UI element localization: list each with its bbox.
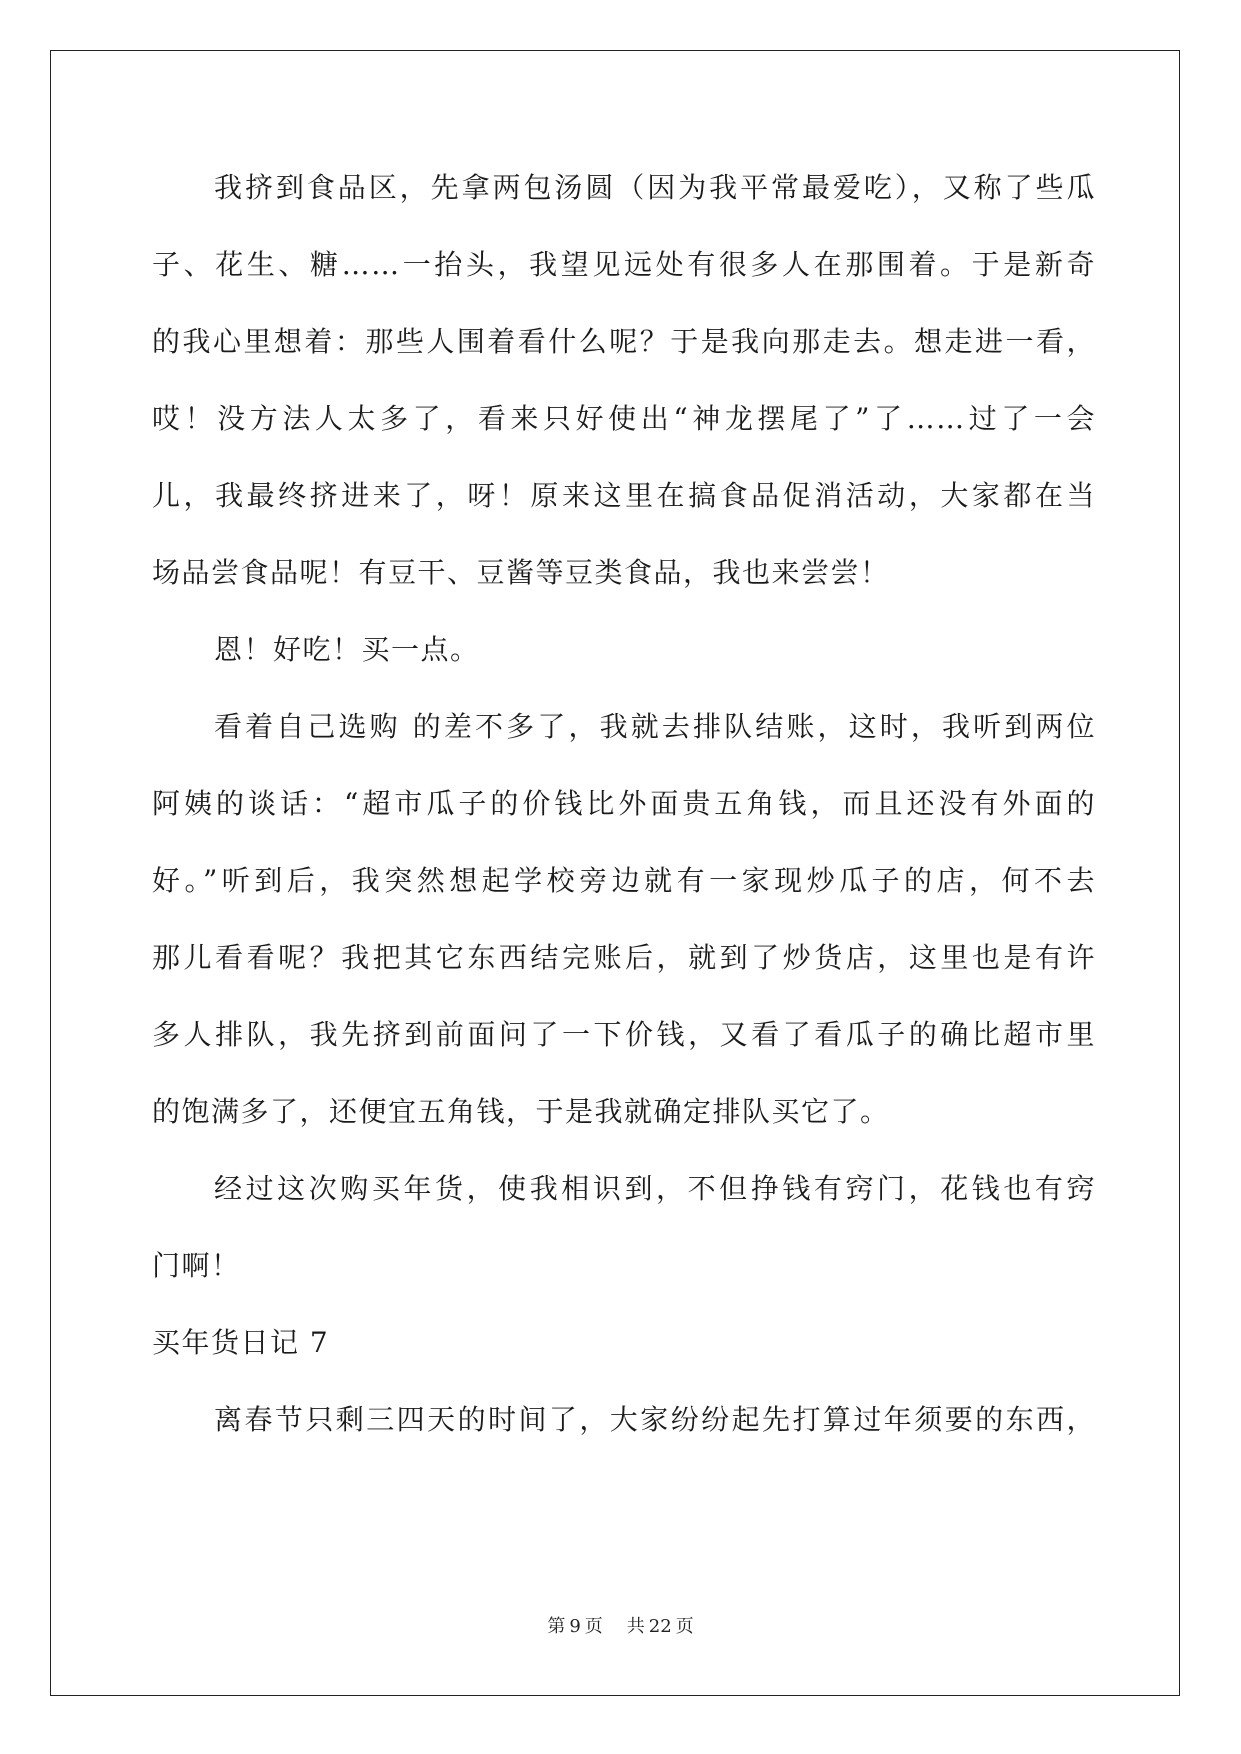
- text-line: 看着自己选购 的差不多了，我就去排队结账，这时，我听到两位: [214, 710, 1096, 743]
- text-line: 门啊！: [152, 1249, 241, 1282]
- page-label-prefix: 第: [547, 1616, 566, 1637]
- text-line: 离春节只剩三四天的时间了，大家纷纷起先打算过年须要的东西，: [214, 1403, 1096, 1436]
- section-heading: 买年货日记 7: [152, 1326, 330, 1359]
- page-label-suffix: 页: [584, 1616, 603, 1637]
- text-line: 的我心里想着：那些人围着看什么呢？于是我向那走去。想走进一看，: [152, 325, 1096, 358]
- text-line: 多人排队，我先挤到前面问了一下价钱，又看了看瓜子的确比超市里: [152, 1018, 1096, 1051]
- text-line: 那儿看看呢？我把其它东西结完账后，就到了炒货店，这里也是有许: [152, 941, 1096, 974]
- total-label-suffix: 页: [675, 1616, 694, 1637]
- text-line: 哎！没方法人太多了，看来只好使出“神龙摆尾了”了……过了一会: [152, 402, 1096, 435]
- page-number: 9: [569, 1616, 581, 1637]
- document-body: [152, 158, 1096, 1467]
- text-line: 的饱满多了，还便宜五角钱，于是我就确定排队买它了。: [152, 1095, 890, 1128]
- text-line: 恩！好吃！买一点。: [214, 633, 480, 666]
- total-pages: 22: [648, 1616, 672, 1637]
- page-footer: [0, 1612, 1241, 1638]
- text-line: 好。”听到后，我突然想起学校旁边就有一家现炒瓜子的店，何不去: [152, 864, 1096, 897]
- text-line: 经过这次购买年货，使我相识到，不但挣钱有窍门，花钱也有窍: [214, 1172, 1096, 1205]
- text-line: 子、花生、糖……一抬头，我望见远处有很多人在那围着。于是新奇: [152, 248, 1096, 281]
- text-line: 儿，我最终挤进来了，呀！原来这里在搞食品促消活动，大家都在当: [152, 479, 1096, 512]
- text-line: 阿姨的谈话：“超市瓜子的价钱比外面贵五角钱，而且还没有外面的: [152, 787, 1096, 820]
- text-line: 场品尝食品呢！有豆干、豆酱等豆类食品，我也来尝尝！: [152, 556, 890, 589]
- total-label-prefix: 共: [626, 1616, 645, 1637]
- text-line: 我挤到食品区，先拿两包汤圆（因为我平常最爱吃），又称了些瓜: [214, 171, 1096, 204]
